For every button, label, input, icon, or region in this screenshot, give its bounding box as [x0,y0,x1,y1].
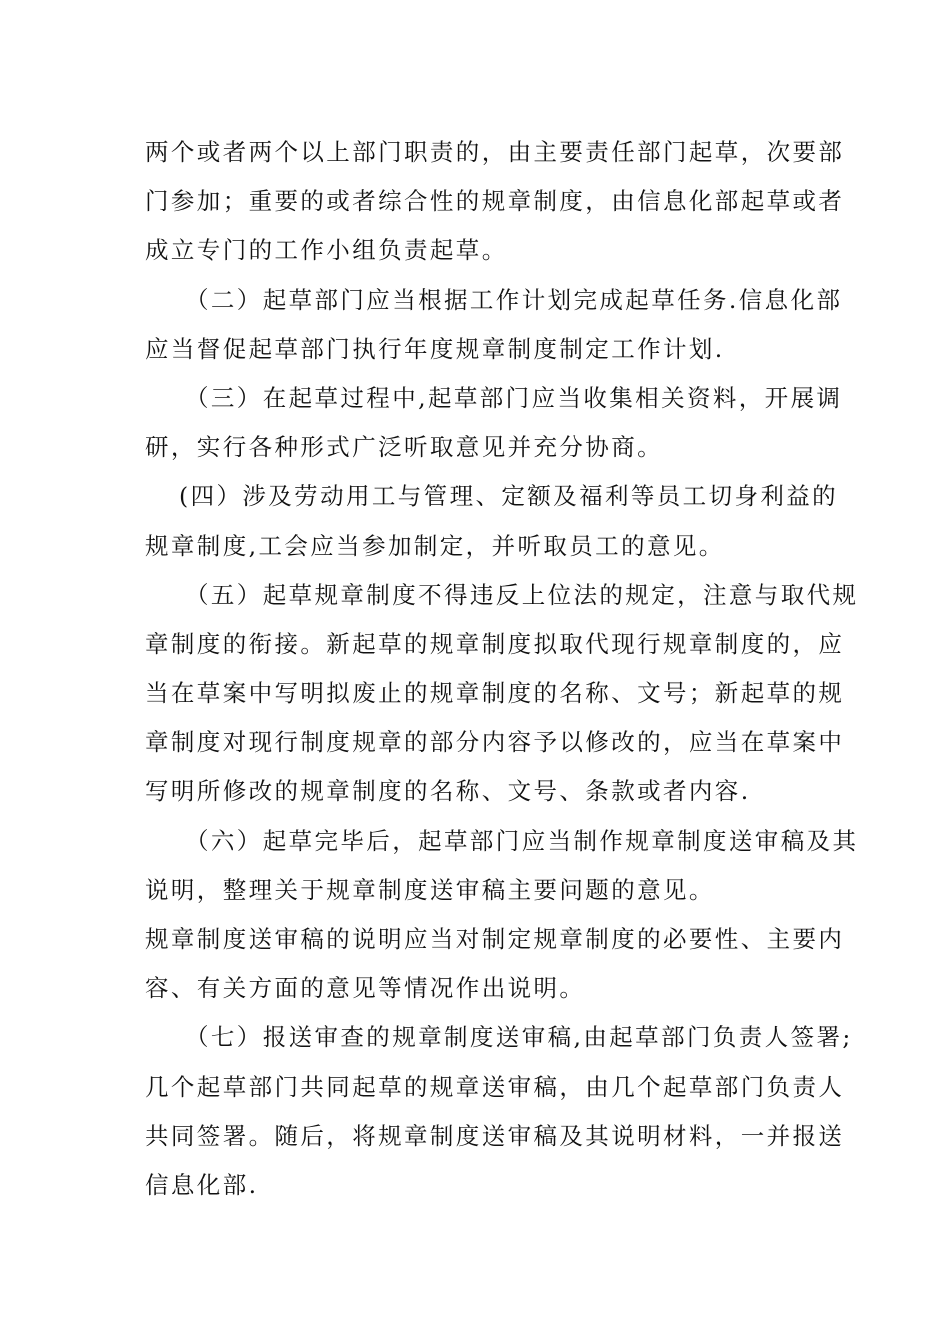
text-line: （五）起草规章制度不得违反上位法的规定，注意与取代规 [185,580,859,609]
text-line: （三）在起草过程中,起草部门应当收集相关资料，开展调 [185,383,843,412]
text-line: (四）涉及劳动用工与管理、定额及福利等员工切身利益的 [179,482,839,511]
text-line: 规章制度送审稿的说明应当对制定规章制度的必要性、主要内 [145,925,845,953]
text-line: 章制度的衔接。新起草的规章制度拟取代现行规章制度的，应 [145,629,845,658]
text-line: 门参加；重要的或者综合性的规章制度，由信息化部起草或者 [145,187,845,216]
text-line: 规章制度,工会应当参加制定，并听取员工的意见。 [145,531,725,560]
text-line: （七）报送审查的规章制度送审稿,由起草部门负责人签署; [185,1023,853,1052]
text-line: 几个起草部门共同起草的规章送审稿，由几个起草部门负责人 [145,1072,845,1101]
text-line: 说明，整理关于规章制度送审稿主要问题的意见。 [145,875,715,904]
text-line: 研，实行各种形式广泛听取意见并充分协商。 [145,433,663,462]
text-line: 成立专门的工作小组负责起草。 [145,236,508,265]
text-line: 共同签署。随后，将规章制度送审稿及其说明材料，一并报送 [145,1121,845,1150]
text-line: 容、有关方面的意见等情况作出说明。 [145,974,586,1003]
text-line: （六）起草完毕后，起草部门应当制作规章制度送审稿及其 [185,826,859,855]
document-body [145,128,859,1210]
text-line: 写明所修改的规章制度的名称、文号、条款或者内容. [145,777,751,806]
text-line: （二）起草部门应当根据工作计划完成起草任务.信息化部 [185,285,843,314]
text-line: 信息化部. [145,1170,259,1199]
text-line: 两个或者两个以上部门职责的，由主要责任部门起草，次要部 [145,138,845,166]
text-line: 章制度对现行制度规章的部分内容予以修改的，应当在草案中 [145,728,845,757]
text-line: 当在草案中写明拟废止的规章制度的名称、文号；新起草的规 [145,679,845,708]
text-line: 应当督促起草部门执行年度规章制度制定工作计划. [145,334,725,363]
